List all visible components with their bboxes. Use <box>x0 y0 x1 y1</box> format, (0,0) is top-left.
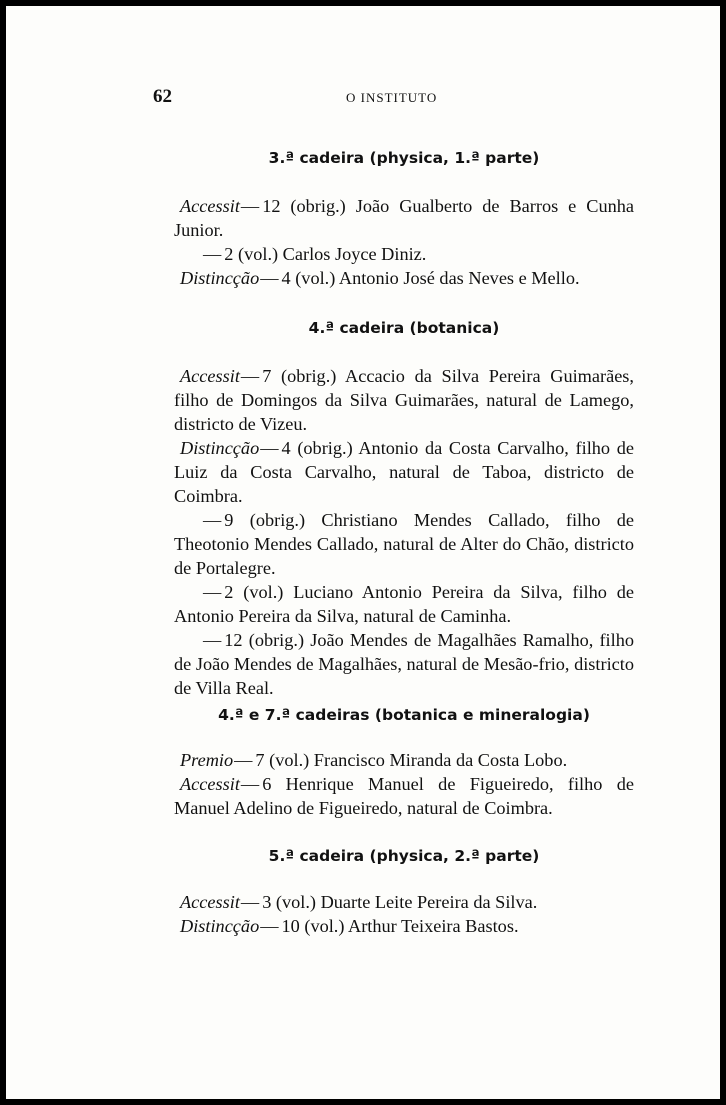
section-physica-1-entries <box>174 194 634 290</box>
entry-label: Distincção <box>180 438 260 458</box>
section-botanica-mineralogia <box>174 706 634 732</box>
entry: Distincção— 4 (obrig.) Antonio da Costa Carvalho, filho de Luiz da Costa Carvalho, natural de Taboa, districto de Coimbra. <box>174 438 634 506</box>
section-heading: 3.ª cadeira (physica, 1.ª parte) <box>268 149 540 167</box>
entry: — 2 (vol.) Carlos Joyce Diniz. <box>203 244 427 264</box>
section-heading: 5.ª cadeira (physica, 2.ª parte) <box>268 847 540 865</box>
section-heading: 4.ª cadeira (botanica) <box>308 319 500 337</box>
section-physica-1 <box>174 149 634 175</box>
entry: Accessit— 7 (obrig.) Accacio da Silva Pereira Guimarães, filho de Domingos da Silva Guimarães, natural de Lamego, districto de Vizeu. <box>174 366 634 434</box>
entry-text: 3 (vol.) Duarte Leite Pereira da Silva. <box>262 892 538 912</box>
entry: Accessit— 3 (vol.) Duarte Leite Pereira da Silva. <box>180 892 538 912</box>
entry: Accessit— 12 (obrig.) João Gualberto de Barros e Cunha Junior. <box>174 196 634 240</box>
section-botanica <box>174 319 634 345</box>
entry-label: Distincção <box>180 268 260 288</box>
entry: Distincção— 10 (vol.) Arthur Teixeira Bastos. <box>180 916 519 936</box>
entry-text: 6 Henrique Manuel de Figueiredo, filho de Manuel Adelino de Figueiredo, natural de Coimbra. <box>174 774 634 818</box>
entry: Distincção— 4 (vol.) Antonio José das Neves e Mello. <box>180 268 580 288</box>
entry-label: Accessit <box>180 774 240 794</box>
entry-text: 2 (vol.) Carlos Joyce Diniz. <box>224 244 427 264</box>
entry-text: 7 (obrig.) Accacio da Silva Pereira Guimarães, filho de Domingos da Silva Guimarães, natural de Lamego, districto de Vizeu. <box>174 366 634 434</box>
running-header <box>6 86 720 110</box>
entry-label: Premio <box>180 750 234 770</box>
page-number: 62 <box>153 86 172 107</box>
entry-text: 9 (obrig.) Christiano Mendes Callado, filho de Theotonio Mendes Callado, natural de Alter do Chão, districto de Portalegre. <box>174 510 634 578</box>
entry-label: Accessit <box>180 196 240 216</box>
entry-text: 7 (vol.) Francisco Miranda da Costa Lobo. <box>255 750 568 770</box>
entry-label: Accessit <box>180 366 240 386</box>
entry-label: Accessit <box>180 892 240 912</box>
section-botanica-entries <box>174 364 634 700</box>
entry: Premio— 7 (vol.) Francisco Miranda da Costa Lobo. <box>180 750 568 770</box>
section-heading: 4.ª e 7.ª cadeiras (botanica e mineralogia) <box>218 706 590 724</box>
entry: — 9 (obrig.) Christiano Mendes Callado, filho de Theotonio Mendes Callado, natural de Alter do Chão, districto de Portalegre. <box>174 510 634 578</box>
running-title: O INSTITUTO <box>346 90 438 105</box>
entry: Accessit— 6 Henrique Manuel de Figueiredo, filho de Manuel Adelino de Figueiredo, natural de Coimbra. <box>174 774 634 818</box>
entry-text: 2 (vol.) Luciano Antonio Pereira da Silva, filho de Antonio Pereira da Silva, natural de Caminha. <box>174 582 634 626</box>
entry-text: 12 (obrig.) João Gualberto de Barros e Cunha Junior. <box>174 196 634 240</box>
page <box>6 6 720 1099</box>
section-botanica-mineralogia-entries <box>174 748 634 820</box>
entry-text: 4 (obrig.) Antonio da Costa Carvalho, filho de Luiz da Costa Carvalho, natural de Taboa, districto de Coimbra. <box>174 438 634 506</box>
entry-label: Distincção <box>180 916 260 936</box>
entry-text: 10 (vol.) Arthur Teixeira Bastos. <box>281 916 519 936</box>
entry-text: 12 (obrig.) João Mendes de Magalhães Ramalho, filho de João Mendes de Magalhães, natural de Mesão-frio, districto de Villa Real. <box>174 630 634 698</box>
entry-text: 4 (vol.) Antonio José das Neves e Mello. <box>281 268 580 288</box>
entry: — 12 (obrig.) João Mendes de Magalhães Ramalho, filho de João Mendes de Magalhães, natural de Mesão-frio, districto de Villa Real. <box>174 630 634 698</box>
section-physica-2-entries <box>174 890 634 938</box>
entry: — 2 (vol.) Luciano Antonio Pereira da Silva, filho de Antonio Pereira da Silva, natural de Caminha. <box>174 582 634 626</box>
section-physica-2 <box>174 847 634 873</box>
